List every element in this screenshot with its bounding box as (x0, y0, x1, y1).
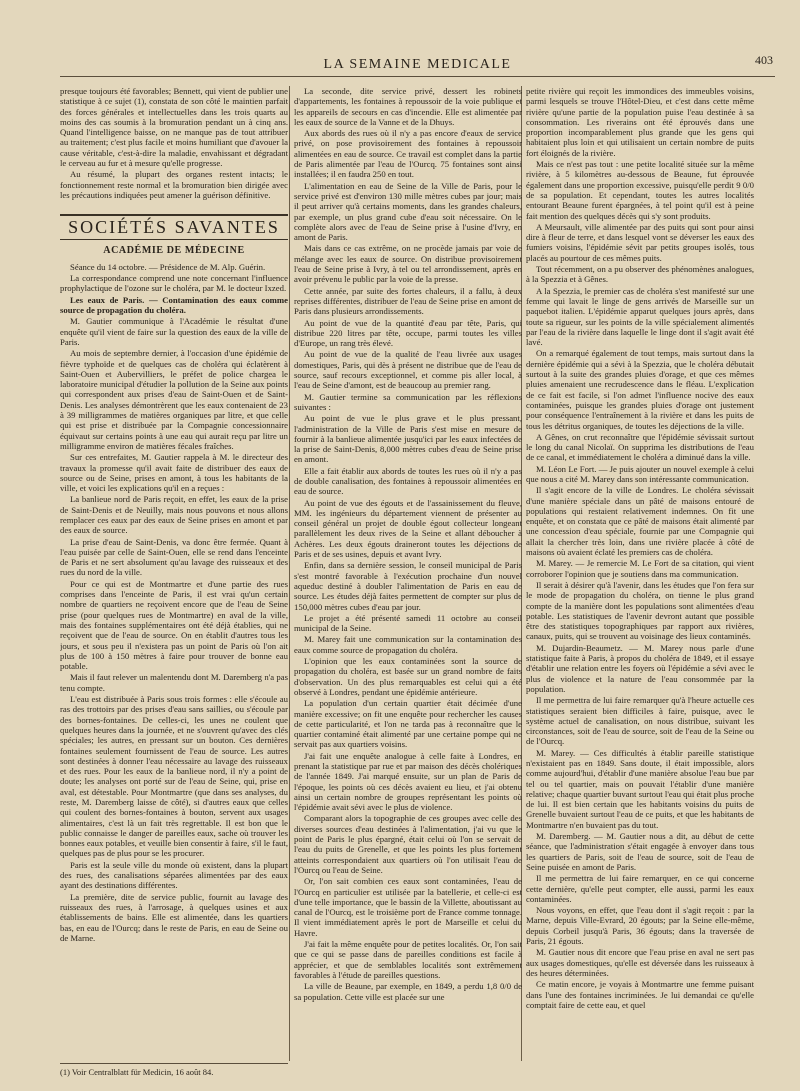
paragraph: Elle a fait établir aux abords de toutes les rues où il n'y a pas de double canalisation, des fontaines à repoussoir alimentées en eau de source. (294, 465, 522, 497)
paragraph: Au point de vue des égouts et de l'assainissement du fleuve, MM. les ingénieurs du département viennent de présenter au conseil général un projet de double égout collecteur longeant parallèlement les deux rives de la Seine et allant déboucher à Achères. Les deux égouts draineront toutes les déjections de Paris et de ses usines, depuis et avant Ivry. (294, 497, 522, 560)
paragraph: Au point de vue de la qualité de l'eau livrée aux usages domestiques, Paris, qui dès à présent ne distribue que de l'eau de source, sauf recours exceptionnel, et comme pis aller local, à l'eau de Seine d'amont, est de beaucoup au premier rang. (294, 349, 522, 391)
paragraph: Mais il faut relever un malentendu dont M. Daremberg n'a pas tenu compte. (60, 672, 288, 693)
column-rule (289, 86, 290, 1061)
paragraph: M. Gautier communique à l'Académie le résultat d'une enquête qu'il vient de faire sur la question des eaux de la ville de Paris. (60, 316, 288, 347)
paragraph: Il serait à désirer qu'à l'avenir, dans les études que l'on fera sur le mode de propagation du choléra, on tienne le plus grand compte de la manière dont les populations sont alimentées d'eau potable. Les statistiques de l'avenir devront autant que possible être des statistiques topographiques par rapport aux rivières, canaux, puits, qui se trouvent au voisinage des lieux contaminés. (526, 579, 754, 642)
column-3 (526, 86, 754, 1056)
paragraph: Cette année, par suite des fortes chaleurs, il a fallu, à deux reprises différentes, distribuer de l'eau de Seine prise en amont de Paris dans plusieurs arrondissements. (294, 285, 522, 317)
paragraph: Au mois de septembre dernier, à l'occasion d'une épidémie de fièvre typhoïde et de quelques cas de choléra qui éclatèrent à Saint-Ouen et Aubervilliers, le préfet de police chargea le laboratoire municipal d'étudier la pollution de la Seine aux points qui correspondent aux prises d'eau de Saint-Ouen et de Saint-Denis. Les analyses démontrèrent que les eaux contenaient de 23 à 39 milligrammes de matières organiques par litre, et que celle qui est prise et distribuée par la Compagnie concessionnaire équivaut sur certains points à une eau qui aurait reçu par litre un milligramme environ de matières fécales fraîches. (60, 348, 288, 451)
correspondence: La correspondance comprend une note concernant l'influence prophylactique de l'ozone sur le choléra, par M. le docteur Ixzed. (60, 273, 288, 294)
paragraph: On a remarqué également de tout temps, mais surtout dans la dernière épidémie qui a sévi à la Spezzia, que le choléra débutait surtout à la suite des grandes pluies d'orage, et que ces mêmes pluies amenaient une recrudescence dans le fléau. L'explication de ce fait est facile, si l'on admet l'influence nocive des eaux contaminées, puisque les grandes pluies d'orage ont justement pour conséquence l'entraînement à la rivière et dans les puits de tous les détritus organiques, de toutes les déjections de la ville. (526, 348, 754, 431)
paragraph: Sur ces entrefaites, M. Gautier rappela à M. le directeur des travaux la promesse qu'il avait faite de distribuer des eaux de source ou de Seine, prises en amont, à tous les habitants de la ville, et voici les explications qu'il en a reçues : (60, 452, 288, 494)
paragraph: presque toujours été favorables; Bennett, qui vient de publier une statistique à ce sujet (1), constata de son côté le maintien parfait des forces générales et intellectuelles dans les trois quarts au moins des cas soumis à la bromuration pendant un à cinq ans. Quand l'intelligence baisse, on ne manque pas de tout attribuer au traitement; c'est plus facile et moins humiliant que d'avouer la cause véritable, c'est-à-dire la maladie, envahissant et dégradant le cerveau au fur et à mesure qu'elle progresse. (60, 86, 288, 169)
paragraph: Paris est la seule ville du monde où existent, dans la plupart des rues, des canalisations séparées alimentées par des eaux ayant des destinations différentes. (60, 859, 288, 891)
paragraph: Nous voyons, en effet, que l'eau dont il s'agit reçoit : par la Marne, depuis Ville-Evrard, 20 égouts; par la Seine elle-même, depuis Corbeil jusqu'à Paris, 36 égouts; dans la traversée de Paris, 21 égouts. (526, 905, 754, 947)
paragraph: M. Marey fait une communication sur la contamination des eaux comme source de propagation du choléra. (294, 634, 522, 655)
paragraph: La prise d'eau de Saint-Denis, va donc être fermée. Quant à l'eau puisée par celle de Saint-Ouen, elle se rend dans l'enceinte de Paris et ne sert absolument qu'au lavage des ruisseaux et des rues du nord de la ville. (60, 536, 288, 578)
paragraph: M. Léon Le Fort. — Je puis ajouter un nouvel exemple à celui que nous a cité M. Marey dans son intéressante communication. (526, 463, 754, 484)
paragraph: M. Gautier nous dit encore que l'eau prise en aval ne sert pas aux usages domestiques, qu'elle est déversée dans les ruisseaux à des heures déterminées. (526, 947, 754, 978)
paragraph: Tout récemment, on a pu observer des phénomènes analogues, à la Spezzia et à Gênes. (526, 264, 754, 285)
paragraph: L'alimentation en eau de Seine de la Ville de Paris, pour le service privé est d'environ 130 mille mètres cubes par jour; mais il peut arriver qu'à certains moments, dans les grandes chaleurs, par exemple, un plus grand cube d'eau soit nécessaire. On le complète alors avec de l'eau de Seine prise à l'usine d'Ivry, en amont de Paris. (294, 180, 522, 243)
paragraph: La ville de Beaune, par exemple, en 1849, a perdu 1,8 0/0 de sa population. Cette ville est placée sur une (294, 981, 522, 1002)
section-title: SOCIÉTÉS SAVANTES (60, 214, 288, 239)
paragraph: J'ai fait la même enquête pour de petites localités. Or, l'on sait que ce qui se passe dans de pareilles conditions est facile à apprécier, et que de semblables localités sont extrêmement favorables à l'étude de pareilles questions. (294, 939, 522, 980)
paragraph: Mais ce n'est pas tout : une petite localité située sur la même rivière, à 5 kilomètres au-dessous de Beaune, fut éprouvée également dans une proportion excessive, puisqu'elle perdit 9 0/0 de sa population. Et cependant, toutes les autres localités entourant Beaune furent épargnées, à tel point qu'il est à peine fait mention des quelques décès qui s'y sont produits. (526, 159, 754, 221)
paragraph: Il me permettra de lui faire remarquer, en ce qui concerne cette dernière, qu'elle peut compter, elle aussi, parmi les eaux contaminées. (526, 873, 754, 904)
academy-heading: ACADÉMIE DE MÉDECINE (103, 244, 245, 256)
column-2 (294, 86, 522, 1056)
paragraph: J'ai fait une enquête analogue à celle faite à Londres, en prenant la statistique par rue et par maison des décès cholériques de l'année 1849. J'ai marqué ensuite, sur un plan de Paris de l'époque, les points où ces décès avaient eu lieu, et j'ai obtenu ainsi un certain nombre de groupes représentant les points où l'épidémie avait sévi avec le plus de violence. (294, 750, 522, 813)
page-number: 403 (755, 53, 773, 67)
paragraph: Enfin, dans sa dernière session, le conseil municipal de Paris s'est montré favorable à l'exécution prochaine d'un nouvel aqueduc destiné à doubler l'alimentation de Paris en eau de source. Les études déjà faites permettent de compter sur plus de 150,000 mètres cubes d'eau par jour. (294, 560, 522, 612)
paragraph: La première, dite de service public, fournit au lavage des ruisseaux des rues, à l'arrosage, à quelques usines et aux établissements de bains. Elle est alimentée, dans les quartiers bas, en eau de l'Ourcq; dans le reste de Paris, en eau de Seine ou de Marne. (60, 891, 288, 943)
paragraph: Au point de vue de la quantité d'eau par tête, Paris, qui distribue 220 litres par tête, occupe, parmi toutes les villes d'Europe, un rang très élevé. (294, 317, 522, 349)
paragraph: A Meursault, ville alimentée par des puits qui sont pour ainsi dire à fleur de terre, et dans lesquel vont se déverser les eaux des fumiers voisins, l'épidémie sévit par petits groupes isolés, tous placés au pourtour de ces mêmes puits. (526, 221, 754, 263)
paragraph: Comparant alors la topographie de ces groupes avec celle des diverses sources d'eau destinées à l'alimentation, j'ai vu que le point de Paris le plus épargné, était celui où l'on se servait de l'eau du puits de Grenelle, et que les points les plus fortement atteints correspondaient aux quartiers où l'on utilisait l'eau de l'Ourcq ou l'eau de Seine. (294, 813, 522, 875)
paragraph: La banlieue nord de Paris reçoit, en effet, les eaux de la prise de Saint-Denis et de Neuilly, mais nous pouvons et nous allons remplacer ces eaux par des eaux de Seine prises en amont et par des eaux de source. (60, 494, 288, 536)
paragraph: Il me permettra de lui faire remarquer qu'à l'heure actuelle ces statistiques seraient bien difficiles à faire, puisque, avec le système actuel de canalisation, on nous distribue, suivant les circonstances, soit de l'eau de source, soit de l'eau de la Seine ou de l'Ourcq. (526, 695, 754, 747)
paragraph: L'opinion que les eaux contaminées sont la source de propagation du choléra, est basée sur un grand nombre de faits d'observation. Un des plus remarquables est celui qui a été observé à Londres, pendant une épidémie antérieure. (294, 656, 522, 697)
journal-title: LA SEMAINE MEDICALE (323, 57, 512, 72)
paragraph: Aux abords des rues où il n'y a pas encore d'eaux de service privé, on pose provisoirement des fontaines à repoussoir alimentées en eau de source. Ce travail est complet dans la partie de Paris alimentée par l'eau de l'Ourcq. 75 fontaines sont ainsi installées; il en faudra 250 en tout. (294, 128, 522, 180)
paragraph: Le projet a été présenté samedi 11 octobre au conseil municipal de la Seine. (294, 612, 522, 634)
column-1 (60, 86, 288, 1056)
paragraph: M. Daremberg. — M. Gautier nous a dit, au début de cette séance, que l'administration s'était engagée à envoyer dans tous les quartiers de Paris, soit de l'eau de source, soit de l'eau de Seine puisée en amont de Paris. (526, 831, 754, 872)
article-title: Les eaux de Paris. — Contamination des eaux comme source de propagation du choléra. (60, 294, 288, 316)
paragraph: A Gênes, on crut reconnaître que l'épidémie sévissait surtout le long du canal Nicolaï. On supprima les distributions de l'eau de ce canal, et immédiatement le choléra a diminué dans la ville. (526, 431, 754, 463)
paragraph: M. Gautier termine sa communication par les réflexions suivantes : (294, 391, 522, 412)
paragraph: M. Marey. — Je remercie M. Le Fort de sa citation, qui vient corroborer l'opinion que je soutiens dans ma communication. (526, 558, 754, 579)
paragraph: L'eau est distribuée à Paris sous trois formes : elle s'écoule au ras des trottoirs par des prises d'eau sans saillies, ou s'écoule par des bornes-fontaines. De celles-ci, les unes ne coulent que quelques heures dans la journée, et ne s'ouvrent qu'avec des clés spéciales; les autres, en pressant sur un bouton. Ces dernières fontaines seulement fournissent de l'eau de source. Les autres sont destinées à donner l'eau nécessaire au lavage des ruisseaux et des rues. Pour les eaux de la banlieue nord, il n'y a point de doute; les analyses ont porté sur de l'eau de Seine, qui, prise en aval, est détestable. Pour Montmartre (que dans ses analyses, du reste, M. Daremberg laisse de côté), si d'autres eaux que celles qui coulent des bornes-fontaines à bouton, servent aux usages alimentaires, c'est là un fait très regrettable. Il est bon que le public connaisse le danger de pareilles eaux, sache où trouver les bonnes eaux potables, et veuille bien consentir à faire, s'il le faut, quelques pas de plus pour se les procurer. (60, 694, 288, 859)
paragraph: petite rivière qui reçoit les immondices des immeubles voisins, parmi lesquels se trouve l'Hôtel-Dieu, et c'est dans cette même rivière qu'une partie de la population puise l'eau destinée à sa consommation. Les riverains ont été éprouvés dans une proportion incomparablement plus grande que les gens qui habitaient plus loin et qui utilisaient un certain nombre de puits fort éloignés de la rivière. (526, 86, 754, 158)
paragraph: Il s'agit encore de la ville de Londres. Le choléra sévissait d'une manière spéciale dans un pâté de maisons entouré de populations qui restaient relativement indemnes. On fit une enquête, et on constata que ce pâté de maisons était alimenté par une concession d'eau spéciale, fournie par une Compagnie qui allait la chercher très loin, dans une rivière placée à côté de maisons où avaient éclaté les premiers cas de choléra. (526, 485, 754, 558)
paragraph: Au résumé, la plupart des organes restent intacts; le fonctionnement reste normal et la bromuration bien dirigée avec les précautions indiquées peut amener la guérison définitive. (60, 169, 288, 200)
paragraph: Au point de vue le plus grave et le plus pressant, l'administration de la Ville de Paris s'est mise en mesure de fournir à la banlieue alimentée jusqu'ici par les eaux infectées de la prise de Saint-Denis, 8,000 mètres cubes d'eau de Seine prise en amont. (294, 413, 522, 465)
paragraph: M. Marey. — Ces difficultés à établir pareille statistique n'existaient pas en 1849. Sans doute, il était impossible, alors comme aujourd'hui, d'établir d'une manière absolue l'eau bue par tel ou tel quartier, mais on pouvait l'établir d'une manière relative; chaque quartier buvant surtout l'eau qui était plus proche de lui. Il est bien certain que les habitants voisins du puits de Grenelle buvaient surtout l'eau de ce puits, et que les habitants de Montmartre n'en buvaient pas du tout. (526, 747, 754, 830)
paragraph: A la Spezzia, le premier cas de choléra s'est manifesté sur une femme qui lavait le linge de gens arrivés de Marseille sur un paquebot italien. L'épidémie apparut quelques jours après, dans toute sa rigueur, sur les points de la ville spécialement alimentés par l'eau de la rivière dans laquelle le linge dont il s'agit avait été lavé. (526, 285, 754, 348)
paragraph: Or, l'on sait combien ces eaux sont contaminées, l'eau de l'Ourcq en particulier est utilisée par la batellerie, et celle-ci est d'une telle importance, que le bassin de la Villette, aboutissant au canal de l'Ourcq, est le troisième port de France comme tonnage. Il vient immédiatement après le port de Marseille et celui du Havre. (294, 876, 522, 938)
paragraph: M. Dujardin-Beaumetz. — M. Marey nous parle d'une statistique faite à Paris, à propos du choléra de 1849, et il essaye d'établir une relation entre les foyers où l'épidémie a sévi avec le plus de violence et la nature de l'eau consommée par la population. (526, 642, 754, 694)
seance-line: Séance du 14 octobre. — Présidence de M. Alp. Guérin. (70, 261, 266, 272)
footnote: (1) Voir Centralblatt für Medicin, 16 août 84. (60, 1063, 288, 1077)
page-header (60, 52, 775, 77)
paragraph: Pour ce qui est de Montmartre et d'une partie des rues comprises dans l'enceinte de Paris, il est vrai qu'un certain nombre de quartiers ne reçoivent encore que de l'eau de Seine prise (pour quelques rues de Montmartre) en aval de la ville, mais des fontaines supplémentaires ont été déjà établies, qui ne reçoivent que de l'eau de source. On en établit d'autres tous les jours, et sous peu il n'existera pas un point de Paris où l'on ait plus de 100 à 150 mètres à faire pour trouver de bonne eau potable. (60, 578, 288, 672)
paragraph: La population d'un certain quartier était décimée d'une manière excessive; on fit une enquête pour rechercher les causes de cette particularité, et l'on ne tarda pas à reconnaître que le quartier contaminé était alimenté par une certaine pompe qui ne servait pas aux quartiers voisins. (294, 698, 522, 750)
paragraph: Ce matin encore, je voyais à Montmartre une femme puisant dans l'une des fontaines incriminées. Je lui demandai ce qu'elle comptait faire de cette eau, et quel (526, 979, 754, 1010)
paragraph: La seconde, dite service privé, dessert les robinets d'appartements, les fontaines à repoussoir de la voie publique et les appareils de secours en cas d'incendie. Elle est alimentée par les eaux de source de la Vanne et de la Dhuys. (294, 86, 522, 127)
paragraph: Mais dans ce cas extrême, on ne procède jamais par voie de mélange avec les eaux de source. On distribue provisoirement l'eau de Seine prise à Ivry, à tel ou tel arrondissement, après en avoir prévenu le public par la voie de la presse. (294, 243, 522, 285)
